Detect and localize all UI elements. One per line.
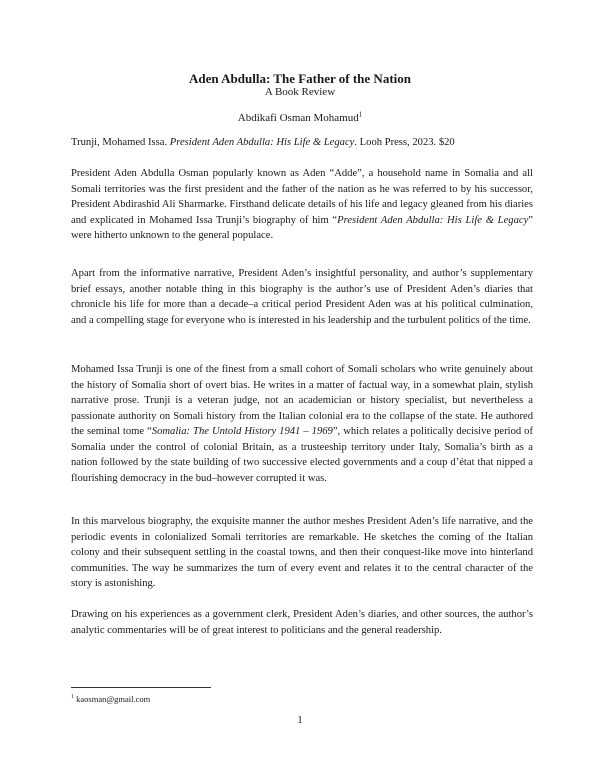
citation-suffix: . Looh Press, 2023. $20 bbox=[354, 137, 455, 148]
author-name-text: Abdikafi Osman Mohamud bbox=[237, 112, 359, 124]
paragraph-1-book-title: President Aden Abdulla: His Life & Legacy bbox=[337, 214, 529, 226]
footnote-mark: 1 bbox=[71, 694, 74, 701]
footnote-divider bbox=[71, 687, 211, 688]
page-number: 1 bbox=[297, 714, 303, 726]
paragraph-5: Drawing on his experiences as a government clerk, President Aden’s diaries, and other sources, the author’s analytic commentaries will be of great interest to politicians and the general readership. bbox=[71, 609, 533, 636]
paragraph-3 bbox=[71, 362, 533, 486]
author-name bbox=[0, 112, 600, 124]
document-title: Aden Abdulla: The Father of the Nation bbox=[189, 71, 411, 86]
citation-prefix: Trunji, Mohamed Issa. bbox=[71, 137, 170, 148]
paragraph-2: Apart from the informative narrative, President Aden’s insightful personality, and author’s supplementary brief essays, another notable thing in this biography is the author’s use of President Aden’s diaries that chronicle his life for more than a decade–a critical period President Aden was at his political culmination, and a compelling stage for everyone who is interested in his leadership and the turbulent politics of the time. bbox=[71, 268, 533, 326]
footnote-reference: 1 bbox=[358, 110, 363, 119]
paragraph-1-text-a: President Aden Abdulla Osman popularly known as Aden “Adde”, a household name in Somalia and all Somali territories was the first president and the father of the nation as he was referred to by his successor, President Abdirashid Ali Sharmarke. Firsthand delicate details of his life and legacy gleaned from his diaries and explicated in Mohamed Issa Trunji’s biography of him “ bbox=[71, 168, 533, 226]
document-subtitle: A Book Review bbox=[264, 86, 336, 98]
paragraph-4: In this marvelous biography, the exquisite manner the author meshes President Aden’s life narrative, and the periodic events in colonialized Somali territories are remarkable. He sketches the coming of the Italian colony and their subsequent settling in the coastal towns, and then their conquest-like move into hinterland communities. The way he summarizes the turn of every event and relates it to the central character of the story is astonishing. bbox=[71, 516, 533, 589]
paragraph-3-book-title: Somalia: The Untold History 1941 – 1969 bbox=[151, 426, 333, 437]
footnote-email: kaosman@gmail.com bbox=[74, 694, 151, 704]
book-citation bbox=[71, 137, 533, 148]
paragraph-1-text-b: ” were hitherto unknown to the general populace. bbox=[71, 214, 533, 241]
paragraph-3-text-a: Mohamed Issa Trunji is one of the finest from a small cohort of Somali scholars who write genuinely about the history of Somalia short of overt bias. He writes in a matter of factual way, in a somewhat plain, stylish narrative prose. Trunji is a veteran judge, not an academician or history specialist, but nevertheless a passionate authority on Somali history from the Italian colonial era to the collapse of the state. He authored the seminal tome “ bbox=[71, 364, 533, 437]
paragraph-3-text-b: ”, which relates a politically decisive period of Somalia under the control of colonial Britain, as a trusteeship territory under Italy, Somalia’s birth as a nation followed by the state building of two successive elected governments and a coup d’état that nipped a flourishing democracy in the bud–however corrupted it was. bbox=[71, 426, 533, 484]
citation-book-title: President Aden Abdulla: His Life & Legacy bbox=[169, 137, 355, 148]
footnote bbox=[71, 694, 150, 704]
paragraph-1 bbox=[71, 166, 533, 244]
